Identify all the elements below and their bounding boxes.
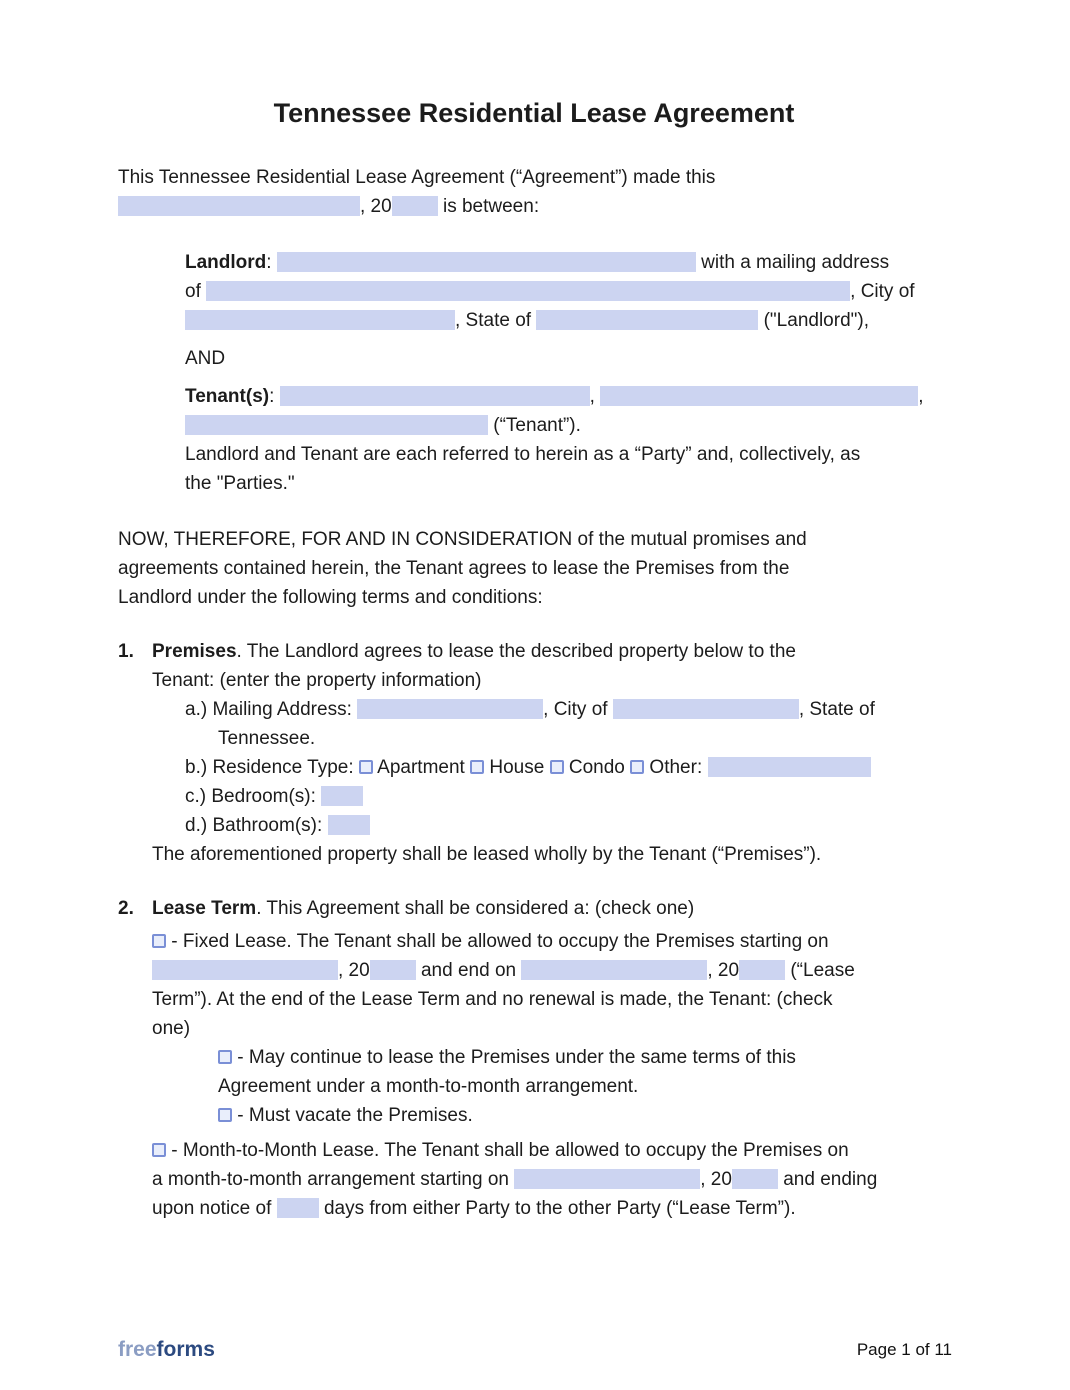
premises-city-of-text: , City of (543, 699, 608, 720)
tenant-paragraph (185, 382, 950, 498)
landlord-state-field[interactable] (536, 310, 758, 330)
may-continue-text-1: - May continue to lease the Premises under the same terms of this (237, 1047, 796, 1068)
consideration-line-3: Landlord under the following terms and conditions: (118, 587, 543, 608)
residence-house-checkbox[interactable] (470, 760, 484, 774)
m2m-start-year-field[interactable] (732, 1169, 778, 1189)
residence-other-label: Other: (649, 757, 703, 778)
section-1-premises (118, 637, 950, 869)
premises-item-c-line (185, 782, 950, 811)
fixed-lease-text-1: - Fixed Lease. The Tenant shall be allowed to occupy the Premises starting on (171, 931, 829, 952)
premises-item-a (185, 695, 950, 753)
bedrooms-label: c.) Bedroom(s): (185, 786, 316, 807)
residence-apartment-label: Apartment (377, 757, 465, 778)
parties-note-line-2: the "Parties." (185, 473, 295, 494)
fixed-start-year-text: , 20 (338, 960, 370, 981)
mailing-address-label: a.) Mailing Address: (185, 699, 352, 720)
residence-apartment-checkbox[interactable] (359, 760, 373, 774)
tenant-name-3-field[interactable] (185, 415, 488, 435)
tenant-label: Tenant(s) (185, 386, 270, 407)
fixed-lease-line-3: Term”). At the end of the Lease Term and no renewal is made, the Tenant: (check (152, 989, 833, 1010)
m2m-text-1: - Month-to-Month Lease. The Tenant shall be allowed to occupy the Premises on (171, 1140, 849, 1161)
residence-condo-label: Condo (568, 757, 625, 778)
page-footer (118, 1335, 952, 1364)
intro-text-3: is between: (442, 196, 540, 217)
fixed-end-text: and end on (420, 960, 517, 981)
fixed-end-date-field[interactable] (521, 960, 707, 980)
tenant-line-2 (185, 411, 950, 440)
fixed-end-year-field[interactable] (739, 960, 785, 980)
premises-city-field[interactable] (613, 699, 799, 719)
fixed-lease-line-2 (152, 956, 950, 985)
bedrooms-field[interactable] (321, 786, 363, 806)
consideration-line-1: NOW, THEREFORE, FOR AND IN CONSIDERATION of the mutual promises and (118, 529, 807, 550)
m2m-text-3: and ending (783, 1169, 878, 1190)
must-vacate-text: - Must vacate the Premises. (237, 1105, 473, 1126)
landlord-text-city-of: , City of (850, 281, 915, 302)
parties-note-line-1: Landlord and Tenant are each referred to herein as a “Party” and, collectively, as (185, 444, 861, 465)
agreement-year-field[interactable] (392, 196, 438, 216)
consideration-paragraph (118, 525, 950, 612)
premises-state-of-text: , State of (798, 699, 875, 720)
tenant-name-1-field[interactable] (280, 386, 590, 406)
landlord-text-mailing: with a mailing address (701, 252, 890, 273)
section-1-number: 1. (118, 641, 134, 662)
brand-forms: forms (156, 1338, 215, 1361)
premises-closing-line: The aforementioned property shall be leased wholly by the Tenant (“Premises”). (152, 844, 822, 865)
landlord-line-2 (185, 277, 950, 306)
landlord-paragraph (185, 248, 950, 335)
m2m-line-1 (152, 1136, 950, 1165)
landlord-text-end: ("Landlord"), (763, 310, 869, 331)
landlord-text-state-of: , State of (455, 310, 532, 331)
intro-text-1: This Tennessee Residential Lease Agreement (“Agreement”) made this (118, 167, 716, 188)
m2m-text-2: a month-to-month arrangement starting on (152, 1169, 509, 1190)
section-1-head-text: . The Landlord agrees to lease the described property below to the (236, 641, 796, 662)
section-2-head-text: . This Agreement shall be considered a: (check one) (256, 898, 695, 919)
tenant-name-2-field[interactable] (600, 386, 918, 406)
parties-block (185, 248, 950, 498)
fixed-option-continue-line-2: Agreement under a month-to-month arrangement. (218, 1076, 639, 1097)
section-2-head-line (152, 894, 950, 923)
section-2-body (152, 894, 950, 1223)
section-1-head-line-1 (152, 637, 950, 666)
intro-line-2 (118, 192, 950, 221)
premises-item-b (185, 753, 950, 782)
fixed-start-date-field[interactable] (152, 960, 338, 980)
m2m-line-3 (152, 1194, 950, 1223)
section-2-number: 2. (118, 898, 134, 919)
premises-item-a-line-1 (185, 695, 950, 724)
premises-item-d (185, 811, 950, 840)
fixed-start-year-field[interactable] (370, 960, 416, 980)
residence-other-checkbox[interactable] (630, 760, 644, 774)
landlord-text-of: of (185, 281, 201, 302)
tenant-comma-2: , (918, 386, 924, 407)
document-title: Tennessee Residential Lease Agreement (273, 98, 795, 128)
intro-text-2: , 20 (360, 196, 392, 217)
premises-item-b-line (185, 753, 950, 782)
m2m-line-2 (152, 1165, 950, 1194)
section-1-body (152, 637, 950, 869)
tenant-text-end: (“Tenant”). (493, 415, 581, 436)
premises-address-field[interactable] (357, 699, 543, 719)
bathrooms-field[interactable] (328, 815, 370, 835)
residence-other-field[interactable] (708, 757, 871, 777)
residence-type-label: b.) Residence Type: (185, 757, 354, 778)
section-2-lease-term (118, 894, 950, 1223)
consideration-line-2: agreements contained herein, the Tenant agrees to lease the Premises from the (118, 558, 790, 579)
fixed-end-year-text: , 20 (707, 960, 740, 981)
fixed-option-continue-line-1 (218, 1043, 950, 1072)
and-separator: AND (185, 348, 226, 369)
agreement-day-month-field[interactable] (118, 196, 360, 216)
m2m-start-date-field[interactable] (514, 1169, 700, 1189)
tenant-line-1 (185, 382, 950, 411)
section-1-head-line-2: Tenant: (enter the property information) (152, 670, 482, 691)
section-1-heading: Premises (152, 641, 237, 662)
notice-days-field[interactable] (277, 1198, 319, 1218)
m2m-text-5: days from either Party to the other Party (“Lease Term”). (323, 1198, 796, 1219)
intro-line-1 (118, 163, 950, 192)
landlord-label: Landlord (185, 252, 267, 273)
landlord-line-1 (185, 248, 950, 277)
month-to-month-checkbox[interactable] (152, 1143, 166, 1157)
residence-condo-checkbox[interactable] (550, 760, 564, 774)
residence-house-label: House (489, 757, 545, 778)
landlord-address-field[interactable] (206, 281, 850, 301)
fixed-lease-paragraph (152, 927, 950, 1043)
page-number: Page 1 of 11 (856, 1340, 952, 1359)
premises-item-c (185, 782, 950, 811)
fixed-option-continue (218, 1043, 950, 1101)
fixed-lease-line-1 (152, 927, 950, 956)
must-vacate-checkbox[interactable] (218, 1108, 232, 1122)
premises-item-a-line-2: Tennessee. (218, 728, 316, 749)
fixed-option-vacate-line (218, 1101, 950, 1130)
premises-item-d-line (185, 811, 950, 840)
landlord-line-3 (185, 306, 950, 335)
fixed-lease-text-2: (“Lease (790, 960, 855, 981)
fixed-option-vacate (218, 1101, 950, 1130)
bathrooms-label: d.) Bathroom(s): (185, 815, 323, 836)
tenant-colon: : (269, 386, 275, 407)
month-to-month-paragraph (152, 1136, 950, 1223)
landlord-name-field[interactable] (277, 252, 696, 272)
m2m-year-text: , 20 (700, 1169, 732, 1190)
landlord-colon: : (266, 252, 272, 273)
m2m-text-4: upon notice of (152, 1198, 272, 1219)
fixed-lease-checkbox[interactable] (152, 934, 166, 948)
may-continue-checkbox[interactable] (218, 1050, 232, 1064)
landlord-city-field[interactable] (185, 310, 455, 330)
intro-paragraph (118, 163, 950, 221)
fixed-lease-line-4: one) (152, 1018, 191, 1039)
brand-logo[interactable] (118, 1335, 215, 1364)
tenant-comma-1: , (589, 386, 595, 407)
section-2-heading: Lease Term (152, 898, 257, 919)
brand-free: free (118, 1338, 157, 1361)
